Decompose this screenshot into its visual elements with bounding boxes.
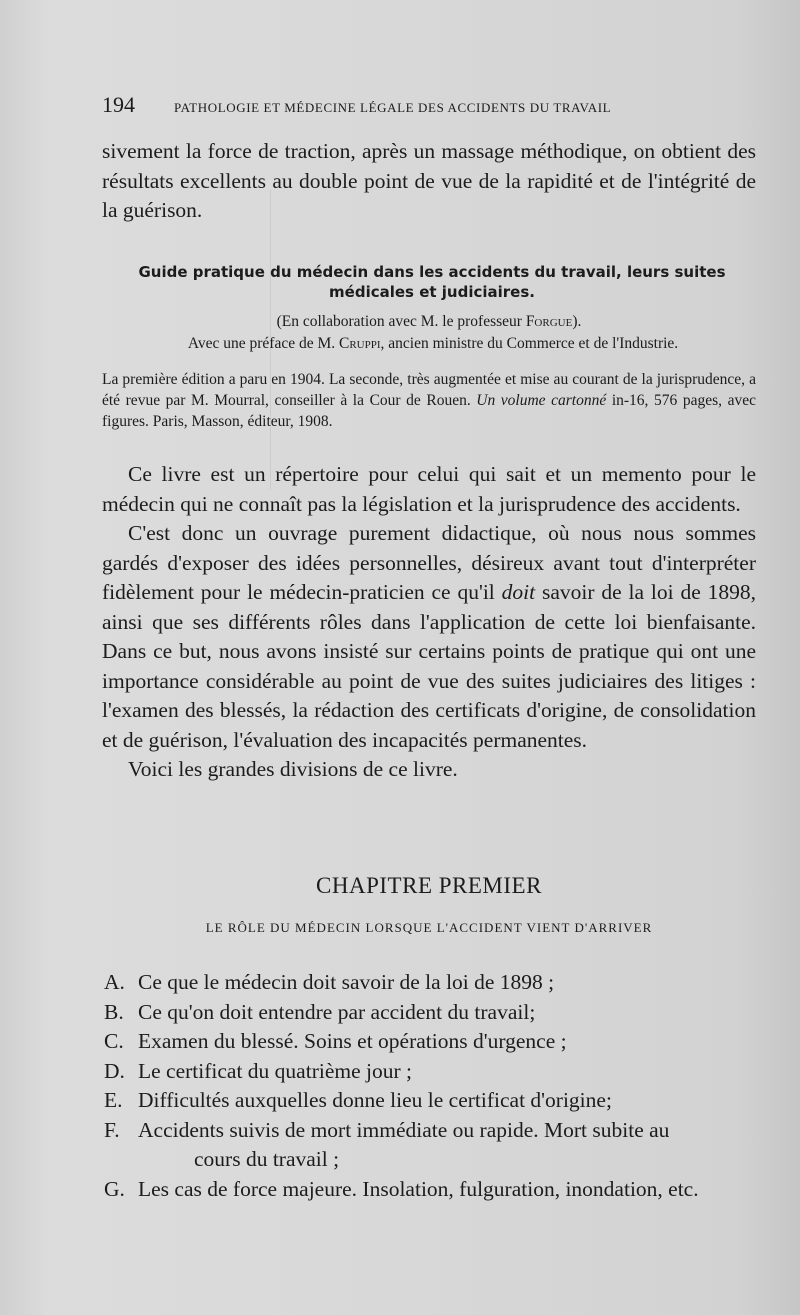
list-item — [104, 1057, 764, 1087]
item-text: Ce qu'on doit entendre par accident du travail; — [138, 999, 536, 1024]
item-text: Examen du blessé. Soins et opérations d'urgence ; — [138, 1029, 567, 1053]
body-paragraph-2-b: savoir de la loi de 1898, ainsi que ses différents rôles dans l'application de cette loi bienfaisante. Dans ce but, nous avons insisté sur certains points de pratique qui ont une importance considérable au point de vue des suites judiciaires des litiges : l'examen des blessés, la rédaction des certificats d'origine, de consolidation et de guérison, l'évaluation des incapacités permanentes. — [102, 580, 756, 752]
running-title: PATHOLOGIE ET MÉDECINE LÉGALE DES ACCIDENTS DU TRAVAIL — [174, 100, 612, 115]
item-letter: E. — [104, 1088, 123, 1112]
collaboration-line — [102, 312, 756, 332]
item-text: Le certificat du quatrième jour ; — [138, 1058, 412, 1083]
chapter-subtitle: LE RÔLE DU MÉDECIN LORSQUE L'ACCIDENT VIENT D'ARRIVER — [205, 920, 653, 935]
edition-note-part1: La première édition a paru en 1904. La seconde, très augmentée et mise au courant de la jurisprudence, a été revue par M. Mourral, conseiller à la Cour de Rouen. — [102, 371, 756, 409]
list-item — [104, 998, 764, 1028]
list-item — [104, 1175, 764, 1205]
continuation-paragraph — [102, 137, 756, 226]
list-item — [104, 1086, 764, 1116]
body-paragraph-1: Ce livre est un répertoire pour celui qui sait et un memento pour le médecin qui ne connaît pas la législation et la jurisprudence des accidents. — [102, 462, 756, 516]
preface-suffix: , ancien ministre du Commerce et de l'Industrie. — [380, 335, 679, 352]
item-letter: D. — [104, 1058, 125, 1083]
item-text: Difficultés auxquelles donne lieu le certificat d'origine; — [138, 1088, 612, 1112]
item-text: Accidents suivis de mort immédiate ou rapide. Mort subite au — [138, 1117, 670, 1142]
collab-suffix: ). — [572, 313, 582, 330]
running-head — [102, 92, 700, 118]
preface-prefix: Avec une préface de M. — [187, 335, 339, 352]
item-letter: F. — [104, 1117, 120, 1142]
item-text-multiline — [138, 1116, 764, 1175]
item-text: Ce que le médecin doit savoir de la loi de 1898 ; — [138, 970, 555, 994]
book-title: Guide pratique du médecin dans les accidents du travail, leurs suites médicales et judiciaires. — [138, 263, 726, 301]
item-letter: G. — [104, 1176, 125, 1201]
body-paragraph-2-a: C'est donc un ouvrage purement didactique, où nous nous sommes gardés d'exposer des idées personnelles, désireux avant tout d'interpréter fidèlement pour le médecin-praticien ce qu'il — [102, 521, 756, 604]
body-paragraph-2 — [102, 519, 756, 755]
body-paragraph-3: Voici les grandes divisions de ce livre. — [128, 757, 458, 781]
list-item — [104, 1116, 764, 1175]
item-letter: A. — [104, 970, 125, 994]
item-letter: C. — [104, 1029, 124, 1053]
edition-note-text — [102, 369, 756, 432]
collab-name: Forgue — [525, 313, 573, 330]
edition-note-part2: in-16, 576 pages, avec figures. Paris, Masson, éditeur, 1908. — [102, 392, 756, 430]
chapter-contents-list — [104, 968, 764, 1204]
page-number: 194 — [102, 92, 135, 117]
preface-line — [110, 334, 756, 354]
collab-prefix: (En collaboration avec M. le professeur — [276, 313, 526, 330]
item-letter: B. — [104, 999, 124, 1024]
preface-name: Cruppi — [339, 335, 381, 352]
body-text — [102, 460, 756, 785]
list-item — [104, 968, 764, 998]
body-paragraph-2-italic: doit — [501, 580, 536, 604]
continuation-text: sivement la force de traction, après un massage méthodique, on obtient des résultats excellents au double point de vue de la rapidité et de l'intégrité de la guérison. — [102, 139, 756, 222]
chapter-title: CHAPITRE PREMIER — [316, 873, 542, 898]
edition-note — [102, 369, 756, 432]
list-item — [104, 1027, 764, 1057]
item-text-continuation: cours du travail ; — [194, 1147, 340, 1171]
item-text: Les cas de force majeure. Insolation, fulguration, inondation, etc. — [138, 1176, 699, 1201]
edition-note-italic: Un volume cartonné — [476, 392, 607, 409]
